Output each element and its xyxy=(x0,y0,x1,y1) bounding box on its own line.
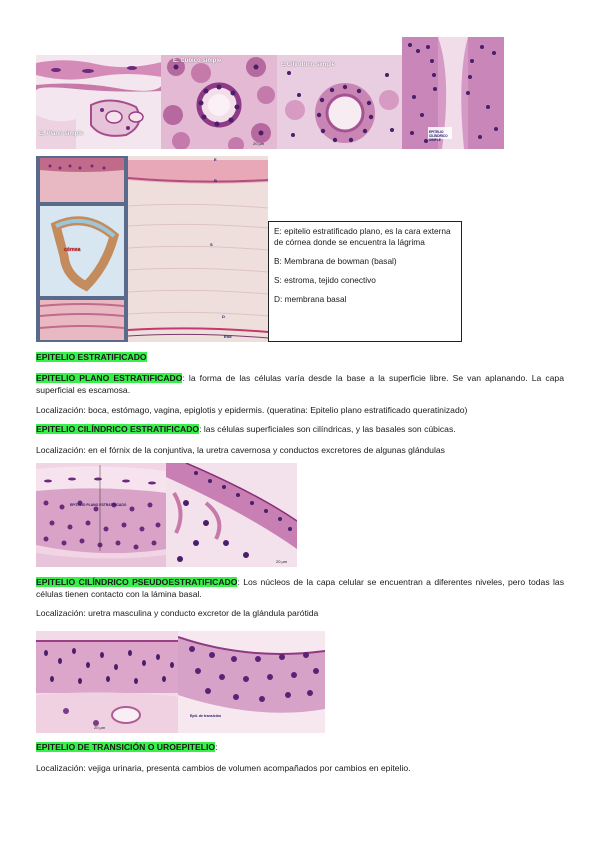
transicion-description xyxy=(36,741,564,753)
section-heading xyxy=(36,351,564,363)
legend-line-B: B: Membrana de bowman (basal) xyxy=(274,256,397,266)
label-transicion: Epit. de transición xyxy=(190,714,222,718)
panel-label-cilindrico: E.Cilíndrico simple xyxy=(281,62,336,68)
micrograph-cilindrico-simple xyxy=(277,55,403,149)
heading-epitelio-estratificado: EPITELIO ESTRATIFICADO xyxy=(36,352,147,362)
transicion-localizacion xyxy=(36,762,564,774)
micrograph-cilindrico-estratificado xyxy=(166,463,297,567)
marker-B: B xyxy=(214,178,217,183)
loc-pseudoestratificado: Localización: uretra masculina y conducto excretor de la glándula parótida xyxy=(36,608,319,618)
micrograph-plano-simple xyxy=(36,55,162,149)
cilindrico-localizacion xyxy=(36,444,564,456)
legend-line-D: D: membrana basal xyxy=(274,294,347,304)
legend-line-E: E: epitelio estratificado plano, es la cara externa de córnea donde se encuentra la lágrima xyxy=(274,226,451,247)
marker-D: D xyxy=(222,314,225,319)
marker-S: S xyxy=(210,242,213,247)
plano-description xyxy=(36,372,564,396)
micrograph-cornea xyxy=(36,156,268,342)
plano-localizacion xyxy=(36,404,564,416)
loc-cilindrico-estratificado: Localización: en el fórnix de la conjuntiva, la uretra cavernosa y conductos excretores de algunas glándulas xyxy=(36,445,445,455)
loc-transicion: Localización: vejiga urinaria, presenta cambios de volumen acompañados por cambios en epitelio. xyxy=(36,763,411,773)
title-plano-estratificado: EPITELIO PLANO ESTRATIFICADO xyxy=(36,373,183,383)
marker-End: End xyxy=(224,334,232,339)
title-pseudoestratificado: EPITELIO CILÍNDRICO PSEUDOESTRATIFICADO xyxy=(36,577,238,587)
title-transicion: EPITELIO DE TRANSICIÓN O UROEPITELIO xyxy=(36,742,216,752)
pseudo-description xyxy=(36,576,564,600)
panel-label-plano: E. Plano simple xyxy=(39,131,84,137)
micrograph-pseudoestratificado xyxy=(36,631,179,733)
cilindrico-description xyxy=(36,423,564,435)
title-cilindrico-estratificado: EPITELIO CILÍNDRICO ESTRATIFICADO xyxy=(36,424,200,434)
desc-pseudoestratificado: : Los núcleos de la capa celular se encuentran a diferentes niveles, pero todas las células tienen contacto con la lámina basal. xyxy=(36,577,564,599)
marker-E: E xyxy=(214,157,217,162)
legend-line-S: S: estroma, tejido conectivo xyxy=(274,275,376,285)
scale-bar-2: 20 µm xyxy=(276,559,288,564)
panel-label-epitelio-cilindrico: EPITELIO CILÍNDRICO SIMPLE xyxy=(429,130,448,142)
micrograph-plano-estratificado xyxy=(36,463,167,567)
scale-bar-3: 20 µm xyxy=(94,725,106,730)
label-plano-estratificado: EPITELIO PLANO ESTRATIFICADO xyxy=(70,503,127,507)
micrograph-transicion xyxy=(178,631,325,733)
loc-plano-estratificado: Localización: boca, estómago, vagina, epiglotis y epidermis. (queratina: Epitelio plano estratificado queratinizado) xyxy=(36,405,468,415)
desc-plano-estratificado: : la forma de las células varía desde la base a la superficie libre. Se van aplanando. La capa superficial es escamosa. xyxy=(36,373,564,395)
desc-cilindrico-estratificado: : las células superficiales son cilíndricas, y las basales son cúbicas. xyxy=(199,424,456,434)
cornea-legend-box xyxy=(268,221,462,342)
micrograph-epitelio-cilindrico-simple xyxy=(402,37,504,149)
scale-bar: 20 µm xyxy=(253,141,265,146)
panel-label-cubico: E. Cúbico simple xyxy=(173,58,222,64)
micrograph-cubico-simple xyxy=(161,55,278,149)
inset-label-cornea: córnea xyxy=(64,247,81,253)
desc-transicion: : xyxy=(215,742,218,752)
pseudo-localizacion xyxy=(36,607,564,619)
